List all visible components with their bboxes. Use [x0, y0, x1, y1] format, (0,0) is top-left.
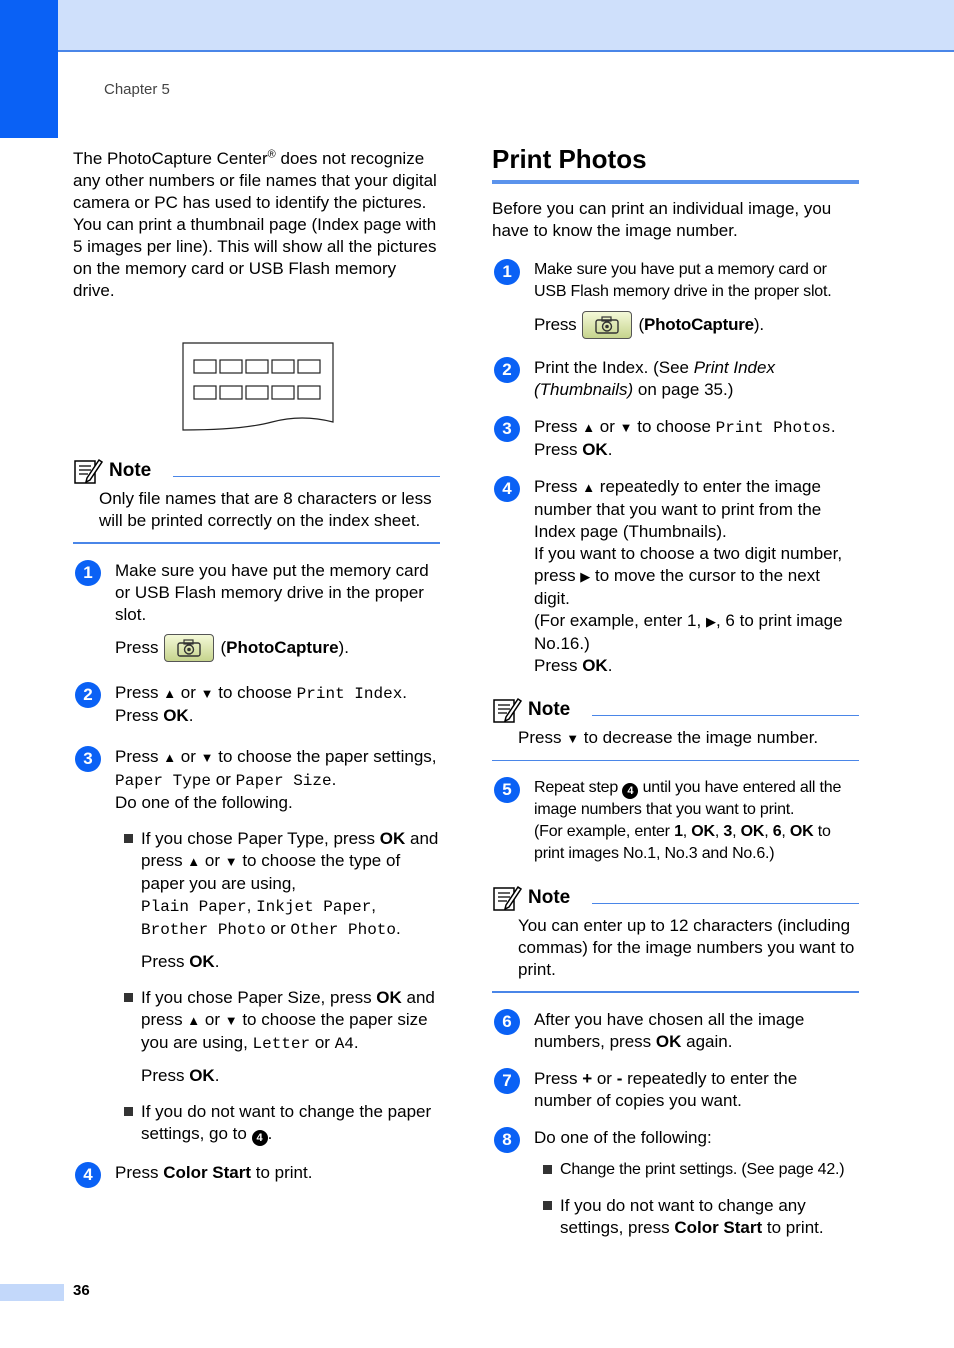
step-number-7: 7	[494, 1068, 520, 1094]
step-7	[492, 1068, 859, 1112]
step-2-line-2	[115, 705, 440, 727]
menu-option: Letter	[252, 1035, 311, 1053]
right-arrow-icon: ▶	[580, 569, 591, 584]
left-column	[73, 148, 440, 1184]
note-text: You can enter up to 12 characters (including commas) for the image numbers you want to print.	[518, 916, 855, 979]
text: Repeat step	[534, 779, 623, 796]
step-2	[73, 682, 440, 727]
text: If you want to choose a two digit number, press	[534, 544, 843, 585]
intro-paragraph	[73, 148, 440, 302]
note-box	[73, 454, 440, 544]
text: .	[402, 683, 408, 702]
menu-option: Paper Size	[235, 772, 332, 790]
text: (For example, enter	[534, 823, 675, 840]
text: ,	[764, 823, 773, 840]
note-title: Note	[528, 887, 571, 908]
text: Press	[141, 952, 190, 971]
step-8	[492, 1127, 859, 1239]
text: , 6 to print image No.16.)	[534, 611, 843, 653]
note-end-rule	[73, 542, 440, 544]
text: on page 35.)	[633, 380, 734, 399]
text: repeatedly to enter the number of copies you want.	[534, 1069, 798, 1110]
text: Print the Index. (See	[534, 358, 694, 377]
step-3	[492, 416, 859, 461]
key: 3	[723, 823, 733, 840]
index-sheet-icon	[182, 342, 334, 438]
text: Press	[115, 683, 164, 702]
key: 6	[772, 823, 782, 840]
step-5	[492, 777, 859, 865]
note-end-rule	[492, 760, 859, 761]
step-number-8: 8	[494, 1127, 520, 1153]
cross-reference: Print Index (Thumbnails)	[534, 358, 775, 399]
menu-option: Other Photo	[290, 921, 397, 939]
step-number-1: 1	[75, 560, 101, 586]
ok-key: OK	[582, 656, 608, 675]
step-reference: 4	[252, 1130, 268, 1146]
registered-mark: ®	[267, 148, 276, 161]
menu-option: Print Index	[296, 685, 403, 703]
step-3-text	[115, 746, 440, 792]
step-number-3: 3	[75, 746, 101, 772]
down-arrow-icon: ▼	[224, 854, 238, 869]
press-label: Press	[115, 638, 159, 657]
step-number-2: 2	[75, 682, 101, 708]
step-8-text: Do one of the following:	[534, 1128, 712, 1147]
text: Press	[534, 440, 583, 459]
bullet-no-change	[534, 1195, 859, 1239]
text: .	[830, 417, 836, 436]
text: or	[176, 747, 201, 766]
text: or	[265, 919, 291, 938]
page-number: 36	[73, 1282, 90, 1299]
note-text	[492, 727, 859, 750]
text: ,	[246, 896, 257, 915]
text: Press	[115, 1163, 164, 1182]
paren-close: ).	[338, 638, 349, 657]
step-2	[492, 357, 859, 401]
ok-key: OK	[189, 1066, 215, 1085]
menu-option: Brother Photo	[141, 921, 266, 939]
text: or	[211, 770, 236, 789]
step-1-text: Make sure you have put the memory card or USB Flash memory drive in the proper slot.	[115, 561, 429, 624]
bullet-paper-size	[115, 987, 440, 1087]
ok-key: OK	[691, 823, 715, 840]
down-arrow-icon: ▼	[619, 420, 633, 435]
ok-key: OK	[163, 706, 189, 725]
step-number-5: 5	[494, 777, 520, 803]
ok-key: OK	[376, 988, 402, 1007]
text: to print.	[762, 1218, 824, 1237]
down-arrow-icon: ▼	[224, 1013, 238, 1028]
text: or	[592, 1069, 617, 1088]
text: Press	[115, 706, 164, 725]
step-6	[492, 1009, 859, 1053]
text: Press	[518, 728, 567, 747]
press-label: Press	[534, 315, 577, 334]
plus-key: +	[582, 1069, 593, 1088]
up-arrow-icon: ▲	[582, 420, 596, 435]
note-box-1	[492, 693, 859, 761]
step-4	[492, 476, 859, 677]
text: to print images No.1, No.3 and No.6.)	[534, 823, 831, 862]
step-4	[73, 1162, 440, 1184]
note-pencil-icon	[492, 695, 522, 725]
text: or	[176, 683, 201, 702]
title-rule	[492, 180, 859, 184]
text: Press	[141, 1066, 190, 1085]
text: to move the cursor to the next digit.	[534, 566, 820, 608]
step-number-2: 2	[494, 357, 520, 383]
text: until you have entered all the image numbers that you want to print.	[534, 779, 842, 818]
text: Press	[534, 1069, 583, 1088]
camera-icon	[594, 315, 620, 335]
text: or	[200, 1010, 225, 1029]
step-reference: 4	[622, 783, 638, 799]
text: ,	[371, 896, 377, 915]
color-start-key: Color Start	[674, 1218, 763, 1237]
text: If you chose Paper Size, press	[141, 988, 377, 1007]
step-1	[73, 560, 440, 662]
text: ,	[732, 823, 741, 840]
ok-key: OK	[189, 952, 215, 971]
ok-key: OK	[789, 823, 814, 840]
menu-option: Paper Type	[115, 772, 212, 790]
text: or	[200, 851, 225, 870]
up-arrow-icon: ▲	[187, 1013, 201, 1028]
text: to decrease the image number.	[579, 728, 819, 747]
step-number-6: 6	[494, 1009, 520, 1035]
text: and press	[141, 988, 435, 1029]
text: .	[607, 656, 613, 675]
step-2-line-1	[115, 682, 440, 705]
up-arrow-icon: ▲	[163, 686, 177, 701]
note-title: Note	[109, 460, 152, 481]
note-rule	[592, 903, 859, 904]
press-line	[115, 634, 440, 662]
menu-option: Inkjet Paper	[256, 898, 372, 916]
ok-key: OK	[655, 1032, 682, 1051]
text: again.	[681, 1032, 733, 1051]
up-arrow-icon: ▲	[163, 750, 177, 765]
text: If you do not want to change any settings, press	[560, 1196, 806, 1237]
up-arrow-icon: ▲	[582, 480, 596, 495]
text: .	[267, 1124, 273, 1143]
down-arrow-icon: ▼	[566, 731, 580, 746]
text: .	[188, 706, 194, 725]
note-pencil-icon	[492, 883, 522, 913]
text: Press	[115, 747, 164, 766]
text: (For example, enter 1,	[534, 611, 706, 630]
note-rule	[592, 715, 859, 716]
text: .	[214, 952, 220, 971]
step-number-4: 4	[494, 476, 520, 502]
text: .	[214, 1066, 220, 1085]
text: to choose the type of paper you are using,	[141, 851, 401, 893]
step-1-text: Make sure you have put a memory card or USB Flash memory drive in the proper slot.	[534, 261, 832, 300]
text: After you have chosen all the image numbers, press	[534, 1010, 805, 1051]
menu-option: Print Photos	[715, 419, 831, 437]
text: repeatedly to enter the image number that you want to print from the Index page (Thumbnails).	[534, 477, 822, 541]
step-number-1: 1	[494, 259, 520, 285]
text: If you do not want to change the paper settings, go to	[141, 1102, 432, 1143]
photocapture-label: PhotoCapture	[643, 315, 754, 334]
down-arrow-icon: ▼	[200, 686, 214, 701]
text: Press	[534, 656, 583, 675]
text: ,	[682, 823, 692, 840]
step-number-4: 4	[75, 1162, 101, 1188]
bullet-no-change	[115, 1101, 440, 1146]
text: or	[310, 1033, 335, 1052]
step-3-line-2: Do one of the following.	[115, 793, 293, 812]
press-line	[534, 311, 859, 339]
intro-text-b: does not recognize any other numbers or file names that your digital camera or PC has used to identify the pictures. You can print a thumbnail page (Index page with 5 images per line). This will show all the pictures on the memory card or USB Flash memory drive.	[73, 149, 437, 300]
text: .	[353, 1033, 359, 1052]
paren-close: ).	[753, 315, 764, 334]
text: to choose	[632, 417, 716, 436]
header-band	[0, 0, 954, 52]
step-1	[492, 259, 859, 339]
note-end-rule	[492, 991, 859, 993]
ok-key: OK	[379, 829, 406, 848]
text: ,	[781, 823, 790, 840]
intro-paragraph: Before you can print an individual image, you have to know the image number.	[492, 199, 832, 240]
down-arrow-icon: ▼	[200, 750, 214, 765]
ok-key: OK	[582, 440, 608, 459]
note-title: Note	[528, 699, 571, 720]
text: or	[595, 417, 620, 436]
photocapture-button[interactable]	[164, 634, 214, 662]
key: 1	[674, 823, 683, 840]
step-number-3: 3	[494, 416, 520, 442]
right-arrow-icon: ▶	[705, 614, 716, 629]
up-arrow-icon: ▲	[187, 854, 201, 869]
text: to choose the paper size you are using,	[141, 1010, 428, 1052]
text: If you chose Paper Type, press	[141, 829, 380, 848]
note-text: Only file names that are 8 characters or less will be printed correctly on the index sheet.	[99, 489, 432, 530]
menu-option: A4	[334, 1035, 354, 1053]
text: to choose the paper settings,	[213, 747, 437, 766]
ok-key: OK	[740, 823, 765, 840]
chapter-tab	[0, 0, 58, 138]
text: to print.	[251, 1163, 313, 1182]
intro-text-a: The PhotoCapture Center	[73, 149, 268, 168]
text: Press	[534, 417, 583, 436]
footer-band	[0, 1284, 64, 1301]
text: ,	[714, 823, 724, 840]
section-title: Print Photos	[492, 144, 647, 174]
photocapture-label: PhotoCapture	[226, 638, 339, 657]
minus-key: -	[616, 1069, 623, 1088]
text: to choose	[213, 683, 297, 702]
color-start-key: Color Start	[163, 1163, 252, 1182]
photocapture-button[interactable]	[582, 311, 632, 339]
text: .	[396, 919, 401, 938]
paren-open: (	[638, 315, 644, 334]
text: Press	[534, 477, 583, 496]
text: .	[607, 440, 613, 459]
note-pencil-icon	[73, 456, 103, 486]
note-box-2	[492, 881, 859, 993]
chapter-label: Chapter 5	[104, 81, 170, 98]
menu-option: Plain Paper	[141, 898, 247, 916]
camera-icon	[176, 638, 202, 658]
bullet-paper-type	[115, 828, 440, 973]
text: and press	[141, 829, 439, 870]
note-rule	[173, 476, 440, 477]
text: .	[331, 770, 337, 789]
right-column	[492, 142, 859, 1239]
paren-open: (	[220, 638, 227, 657]
step-3	[73, 746, 440, 1146]
bullet-change-settings: Change the print settings. (See page 42.)	[534, 1159, 859, 1181]
